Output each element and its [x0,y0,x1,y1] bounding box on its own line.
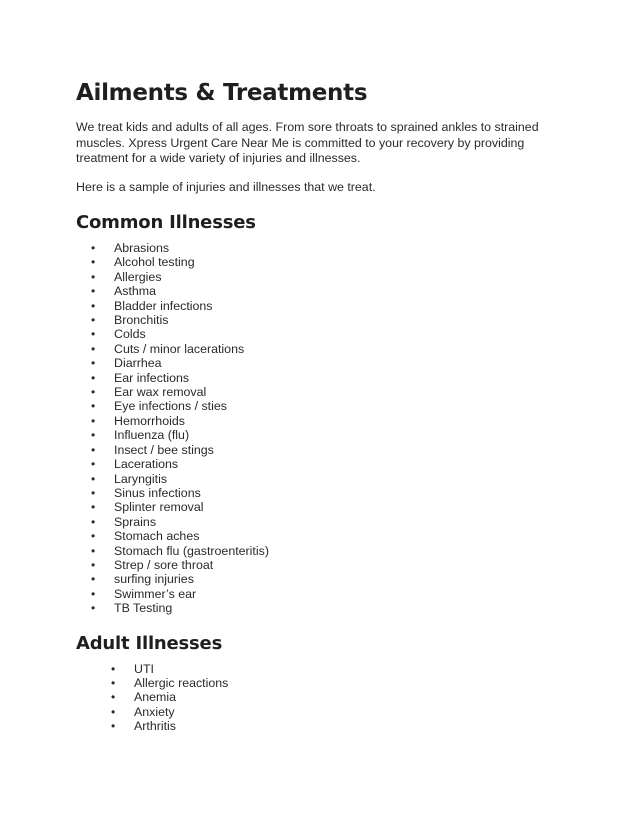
bullet-icon: • [91,572,96,587]
list-item [76,662,576,676]
list-item-label: Bronchitis [114,313,169,328]
list-item [76,472,576,486]
list-item-label: Insect / bee stings [114,442,214,457]
list-item [76,371,576,385]
list-item [76,515,576,529]
document-page [76,78,576,734]
bullet-icon: • [111,719,116,734]
list-item-label: Colds [114,327,146,342]
list-item-label: Stomach aches [114,529,200,544]
bullet-icon: • [91,543,96,558]
adult-illnesses-heading: Adult Illnesses [76,632,223,654]
list-item-label: Allergic reactions [134,675,229,690]
list-item [76,587,576,601]
list-item-label: Anemia [134,690,177,705]
list-item [76,544,576,558]
list-item [76,284,576,298]
intro-paragraph: We treat kids and adults of all ages. From sore throats to sprained ankles to strained muscles. Xpress Urgent Care Near Me is committed to your recovery by providing treatment for a wide variety of injuries and illnesses. [76,120,539,165]
list-item [76,299,576,313]
bullet-icon: • [91,529,96,544]
list-item-label: UTI [134,661,154,676]
common-illnesses-heading: Common Illnesses [76,212,256,233]
bullet-icon: • [91,327,96,342]
page-title: Ailments & Treatments [76,80,368,106]
bullet-icon: • [111,704,116,719]
list-item-label: Bladder infections [114,298,213,313]
list-item [76,255,576,269]
list-item [76,399,576,413]
list-item [76,385,576,399]
adult-illnesses-list [76,662,576,734]
list-item [76,327,576,341]
bullet-icon: • [91,241,96,255]
list-item-label: Swimmer’s ear [114,586,197,601]
list-item-label: Strep / sore throat [114,557,214,572]
bullet-icon: • [91,457,96,472]
bullet-icon: • [91,485,96,500]
bullet-icon: • [91,370,96,385]
list-item-label: Influenza (flu) [114,428,190,443]
list-item [76,572,576,586]
list-item-label: Lacerations [114,457,179,472]
bullet-icon: • [111,661,116,676]
bullet-icon: • [91,341,96,356]
list-item [76,676,576,690]
list-item [76,500,576,514]
list-item [76,601,576,615]
list-item-label: Stomach flu (gastroenteritis) [114,543,269,558]
list-item [76,719,576,733]
list-item-label: Ear infections [114,370,190,385]
sample-note: Here is a sample of injuries and illnesses that we treat. [76,179,376,194]
list-item-label: Allergies [114,269,162,284]
list-item-label: Abrasions [114,241,170,255]
list-item [76,428,576,442]
list-item [76,690,576,704]
list-item [76,486,576,500]
bullet-icon: • [91,399,96,414]
list-item [76,241,576,255]
bullet-icon: • [111,675,116,690]
bullet-icon: • [91,500,96,515]
list-item-label: Diarrhea [114,356,162,371]
list-item-label: Sinus infections [114,485,201,500]
list-item [76,705,576,719]
list-item-label: Hemorrhoids [114,413,185,428]
list-item-label: Splinter removal [114,500,204,515]
list-item-label: Asthma [114,284,157,299]
list-item-label: Arthritis [134,719,176,734]
list-item [76,457,576,471]
list-item-label: Laryngitis [114,471,168,486]
bullet-icon: • [91,586,96,601]
list-item [76,443,576,457]
list-item [76,270,576,284]
bullet-icon: • [91,514,96,529]
bullet-icon: • [91,313,96,328]
bullet-icon: • [91,255,96,270]
bullet-icon: • [91,442,96,457]
list-item-label: Cuts / minor lacerations [114,341,245,356]
list-item-label: surfing injuries [114,572,194,587]
list-item-label: Ear wax removal [114,385,207,400]
list-item [76,313,576,327]
list-item-label: Sprains [114,514,157,529]
list-item [76,356,576,370]
list-item-label: TB Testing [114,601,173,616]
list-item [76,529,576,543]
bullet-icon: • [91,298,96,313]
bullet-icon: • [91,413,96,428]
bullet-icon: • [91,557,96,572]
list-item-label: Alcohol testing [114,255,195,270]
bullet-icon: • [91,284,96,299]
list-item [76,342,576,356]
common-illnesses-list [76,241,576,616]
bullet-icon: • [91,428,96,443]
bullet-icon: • [111,690,116,705]
bullet-icon: • [91,269,96,284]
list-item [76,414,576,428]
bullet-icon: • [91,471,96,486]
bullet-icon: • [91,601,96,616]
list-item [76,558,576,572]
bullet-icon: • [91,356,96,371]
bullet-icon: • [91,385,96,400]
list-item-label: Anxiety [134,704,175,719]
list-item-label: Eye infections / sties [114,399,227,414]
